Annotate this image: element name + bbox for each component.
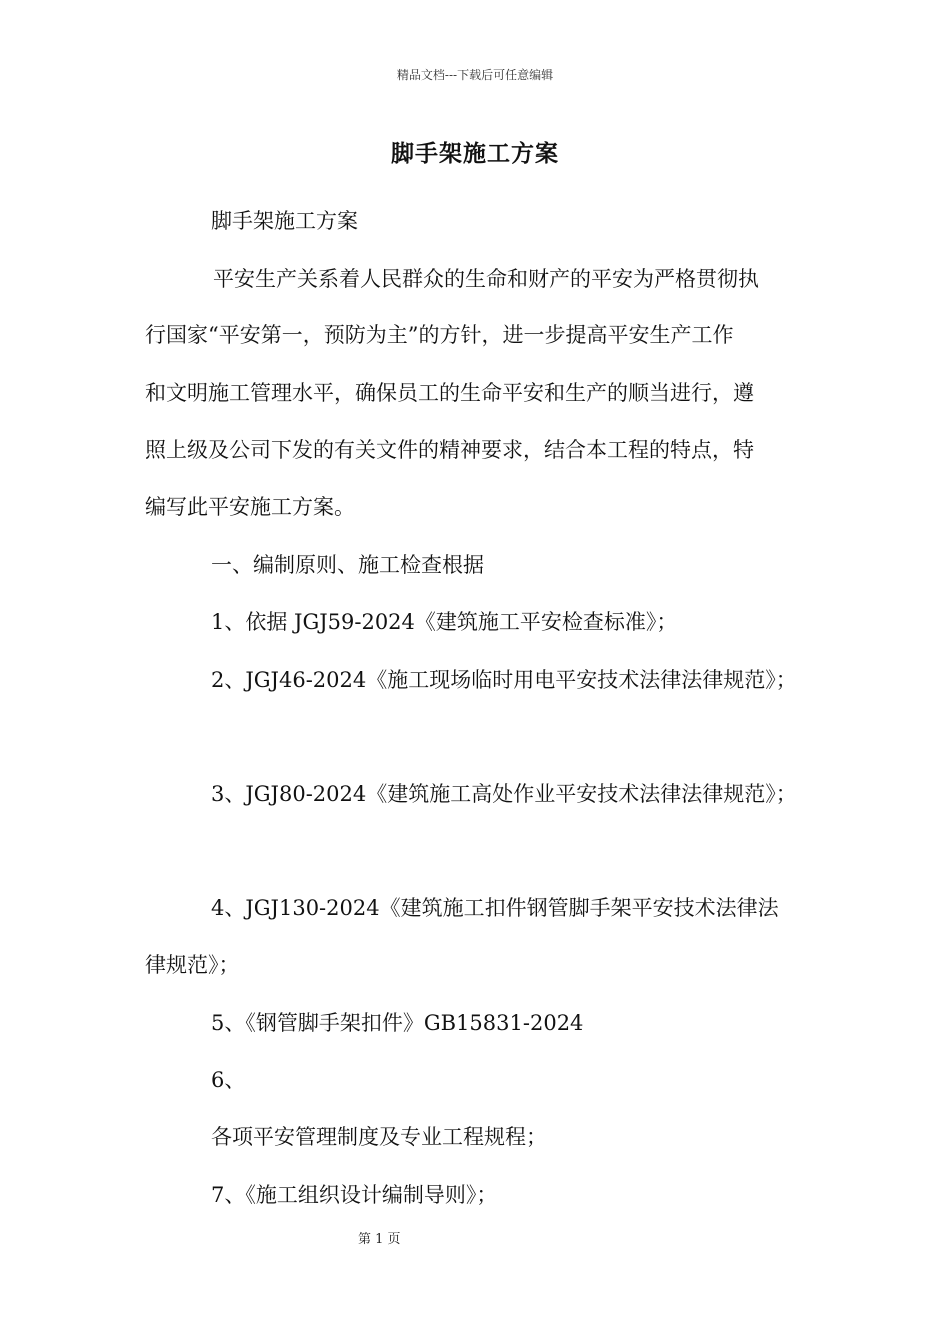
list-item-5: 5、《钢管脚手架扣件》GB15831-2024 (211, 1011, 584, 1035)
intro-line-3: 和文明施工管理水平，确保员工的生命平安和生产的顺当进行，遵 (145, 381, 754, 405)
intro-line-2: 行国家“平安第一，预防为主”的方针，进一步提高平安生产工作 (145, 323, 734, 347)
list-item-4-line-2: 律规范》； (145, 953, 240, 977)
page-number: 第 1 页 (358, 1232, 401, 1247)
list-item-4-line-1: 4、JGJ130-2024《建筑施工扣件钢管脚手架平安技术法律法 (211, 896, 779, 920)
list-item-1: 1、依据 JGJ59-2024《建筑施工平安检查标准》； (211, 610, 678, 634)
list-item-6-text: 各项平安管理制度及专业工程规程； (211, 1125, 547, 1149)
intro-line-4: 照上级及公司下发的有关文件的精神要求，结合本工程的特点，特 (145, 438, 754, 462)
list-item-7: 7、《施工组织设计编制导则》； (211, 1183, 498, 1207)
section-heading: 一、编制原则、施工检查根据 (211, 553, 484, 577)
page-header: 精品文档---下载后可任意编辑 (396, 68, 554, 82)
subtitle: 脚手架施工方案 (211, 209, 358, 233)
list-item-6-number: 6、 (211, 1068, 246, 1092)
intro-line-5: 编写此平安施工方案。 (145, 495, 355, 519)
list-item-3: 3、JGJ80-2024《建筑施工高处作业平安技术法律法律规范》； (211, 782, 797, 806)
document-title: 脚手架施工方案 (391, 140, 559, 167)
list-item-2: 2、JGJ46-2024《施工现场临时用电平安技术法律法律规范》； (211, 668, 797, 692)
intro-line-1: 平安生产关系着人民群众的生命和财产的平安为严格贯彻执 (213, 267, 759, 291)
